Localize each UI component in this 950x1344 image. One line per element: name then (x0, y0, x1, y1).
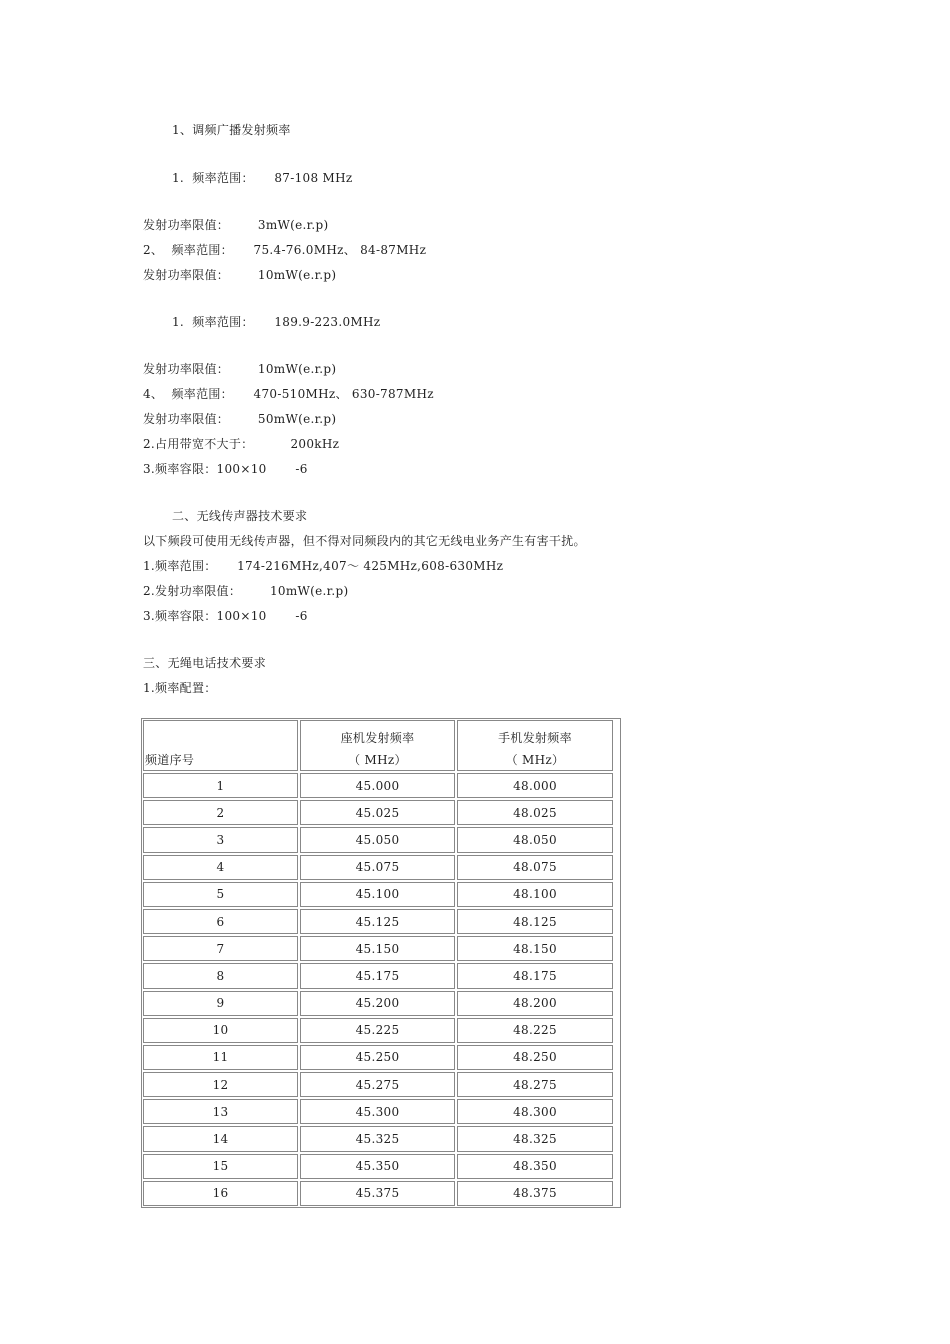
handset-freq-cell: 48.200 (457, 991, 613, 1016)
handset-freq-cell: 48.375 (457, 1181, 613, 1206)
text-line: 2.发射功率限值： 10mW(e.r.p) (143, 584, 349, 598)
base-freq-cell: 45.300 (300, 1099, 455, 1124)
text-line: 2.占用带宽不大于： 200kHz (143, 437, 340, 451)
table-row (142, 962, 620, 989)
table-row (142, 1098, 620, 1125)
base-freq-cell: 45.250 (300, 1045, 455, 1070)
table-row (142, 990, 620, 1017)
channel-cell: 10 (143, 1018, 298, 1043)
header-handset-freq-unit: （ MHz） (505, 753, 565, 767)
base-freq-cell: 45.000 (300, 773, 455, 798)
handset-freq-cell: 48.275 (457, 1072, 613, 1097)
table-row (142, 1125, 620, 1152)
text-line: 4、 频率范围： 470-510MHz、 630-787MHz (143, 387, 434, 401)
channel-cell: 1 (143, 773, 298, 798)
handset-freq-cell: 48.050 (457, 827, 613, 852)
table-row (142, 1180, 620, 1207)
table-row (142, 826, 620, 853)
channel-cell: 3 (143, 827, 298, 852)
table-row (142, 799, 620, 826)
text-line: 3.频率容限：100×10 -6 (143, 609, 308, 623)
header-handset-freq (457, 720, 613, 771)
header-channel-label: 频道序号 (145, 753, 195, 767)
text-line: 以下频段可使用无线传声器，但不得对同频段内的其它无线电业务产生有害干扰。 (143, 534, 586, 548)
channel-cell: 6 (143, 909, 298, 934)
text-line: 发射功率限值： 50mW(e.r.p) (143, 412, 337, 426)
handset-freq-cell: 48.325 (457, 1126, 613, 1151)
handset-freq-cell: 48.175 (457, 963, 613, 988)
channel-cell: 8 (143, 963, 298, 988)
text-line: 三、无绳电话技术要求 (143, 656, 267, 670)
table-row (142, 772, 620, 799)
channel-cell: 16 (143, 1181, 298, 1206)
table-row (142, 908, 620, 935)
channel-cell: 12 (143, 1072, 298, 1097)
channel-cell: 11 (143, 1045, 298, 1070)
text-line: 二、无线传声器技术要求 (172, 509, 308, 523)
handset-freq-cell: 48.000 (457, 773, 613, 798)
text-line: 1.频率配置： (143, 681, 217, 695)
base-freq-cell: 45.150 (300, 936, 455, 961)
base-freq-cell: 45.200 (300, 991, 455, 1016)
channel-cell: 15 (143, 1154, 298, 1179)
text-line: 发射功率限值： 10mW(e.r.p) (143, 268, 337, 282)
base-freq-cell: 45.100 (300, 882, 455, 907)
handset-freq-cell: 48.075 (457, 855, 613, 880)
base-freq-cell: 45.225 (300, 1018, 455, 1043)
channel-cell: 5 (143, 882, 298, 907)
header-base-freq (300, 720, 455, 771)
handset-freq-cell: 48.100 (457, 882, 613, 907)
table-row (142, 881, 620, 908)
handset-freq-cell: 48.250 (457, 1045, 613, 1070)
table-row (142, 1017, 620, 1044)
channel-cell: 13 (143, 1099, 298, 1124)
header-handset-freq-label: 手机发射频率 (498, 731, 572, 745)
text-line: 1.频率范围： 174-216MHz,407～ 425MHz,608-630MHz (143, 559, 504, 573)
channel-cell: 14 (143, 1126, 298, 1151)
text-line: 2、 频率范围： 75.4-76.0MHz、 84-87MHz (143, 243, 427, 257)
header-channel (143, 720, 298, 771)
base-freq-cell: 45.325 (300, 1126, 455, 1151)
channel-cell: 2 (143, 800, 298, 825)
base-freq-cell: 45.350 (300, 1154, 455, 1179)
table-row (142, 1153, 620, 1180)
text-line: 1. 频率范围： 87-108 MHz (172, 171, 353, 185)
frequency-table (141, 718, 621, 1208)
channel-cell: 9 (143, 991, 298, 1016)
text-line: 1. 频率范围： 189.9-223.0MHz (172, 315, 381, 329)
text-line: 发射功率限值： 10mW(e.r.p) (143, 362, 337, 376)
base-freq-cell: 45.175 (300, 963, 455, 988)
base-freq-cell: 45.075 (300, 855, 455, 880)
channel-cell: 7 (143, 936, 298, 961)
base-freq-cell: 45.050 (300, 827, 455, 852)
text-line: 1、调频广播发射频率 (172, 123, 291, 137)
table-body (142, 772, 620, 1207)
base-freq-cell: 45.375 (300, 1181, 455, 1206)
text-line: 3.频率容限：100×10 -6 (143, 462, 308, 476)
table-row (142, 1071, 620, 1098)
header-base-freq-unit: （ MHz） (348, 753, 407, 767)
table-row (142, 854, 620, 881)
handset-freq-cell: 48.125 (457, 909, 613, 934)
text-line: 发射功率限值： 3mW(e.r.p) (143, 218, 329, 232)
base-freq-cell: 45.275 (300, 1072, 455, 1097)
header-base-freq-label: 座机发射频率 (340, 731, 415, 745)
table-header (142, 719, 620, 772)
handset-freq-cell: 48.300 (457, 1099, 613, 1124)
handset-freq-cell: 48.150 (457, 936, 613, 961)
base-freq-cell: 45.025 (300, 800, 455, 825)
base-freq-cell: 45.125 (300, 909, 455, 934)
channel-cell: 4 (143, 855, 298, 880)
handset-freq-cell: 48.225 (457, 1018, 613, 1043)
handset-freq-cell: 48.025 (457, 800, 613, 825)
handset-freq-cell: 48.350 (457, 1154, 613, 1179)
table-row (142, 1044, 620, 1071)
table-row (142, 935, 620, 962)
